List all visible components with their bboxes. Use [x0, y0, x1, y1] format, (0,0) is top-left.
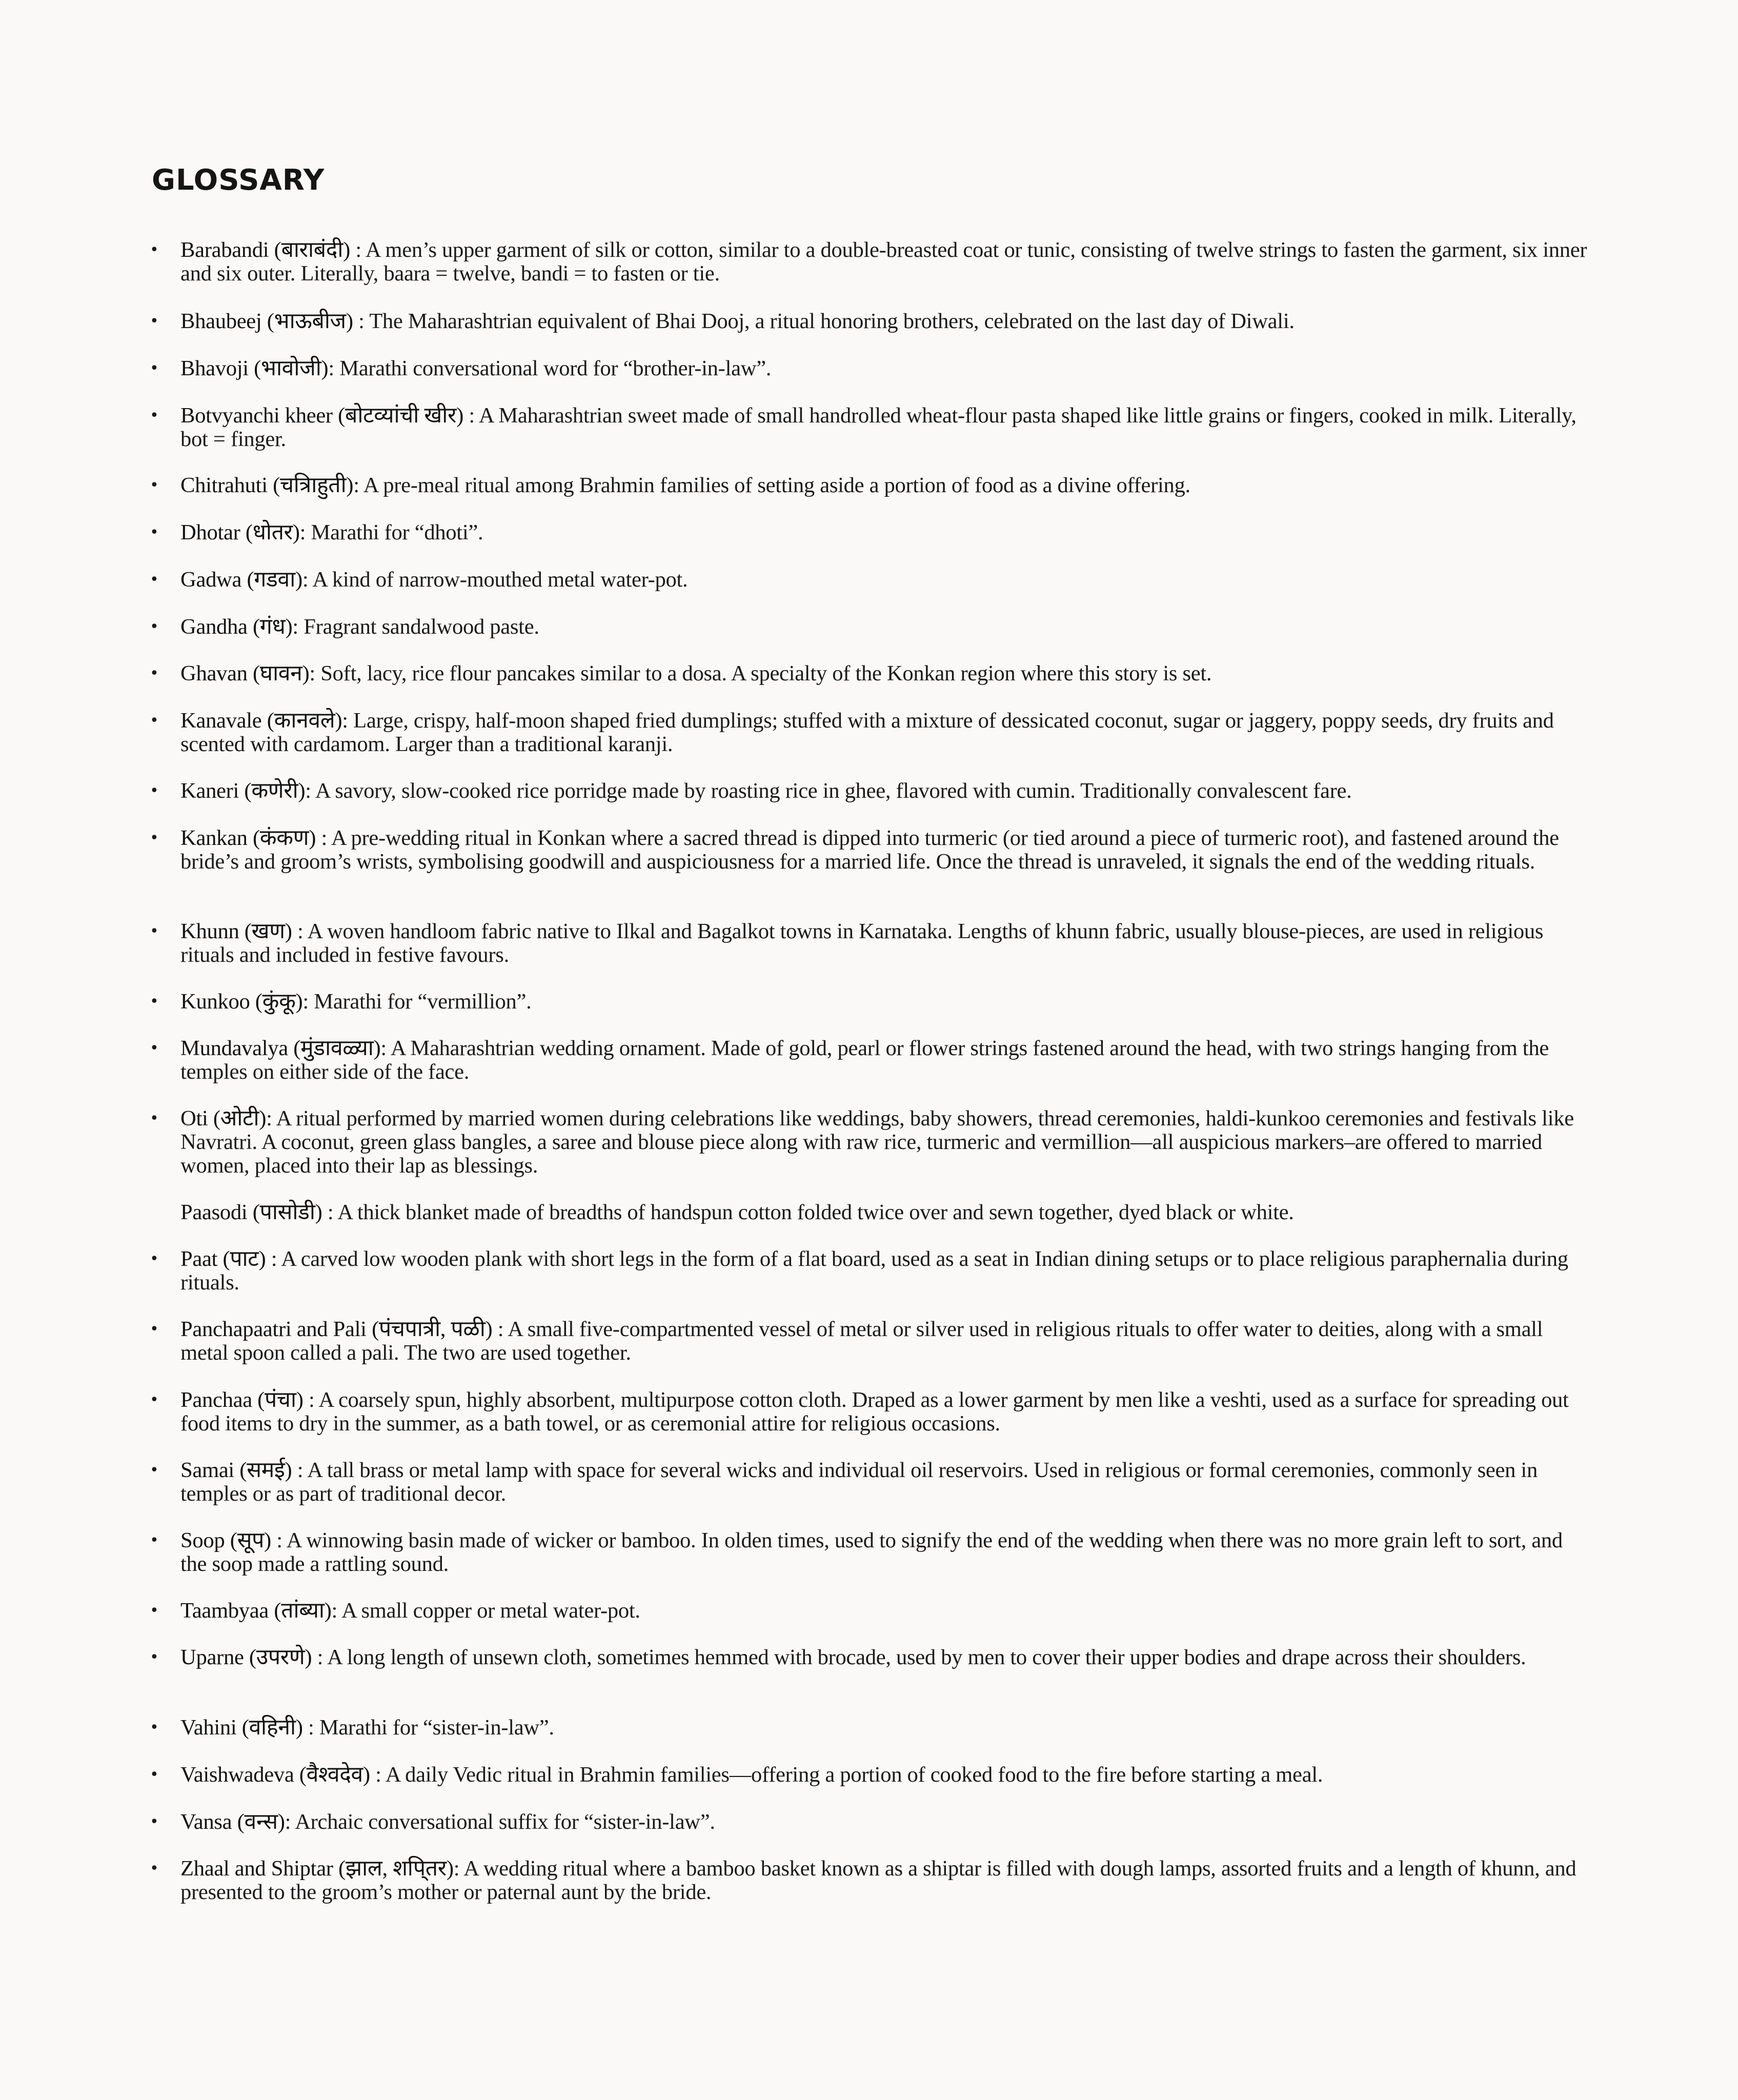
- entry-term: Uparne (उपरणे): [180, 1645, 312, 1669]
- entry-definition: A savory, slow-cooked rice porridge made by roasting rice in ghee, flavored with cumin. Traditionally convalescent fare.: [315, 779, 1352, 803]
- bullet-icon: •: [150, 241, 159, 259]
- entry-separator: :: [302, 990, 314, 1014]
- bullet-icon: •: [150, 523, 159, 541]
- glossary-entry: [150, 1247, 1590, 1295]
- entry-term: Ghavan (घावन): [180, 661, 310, 685]
- entry-definition: A daily Vedic ritual in Brahmin families—offering a portion of cooked food to the fire before starting a meal.: [385, 1763, 1323, 1787]
- entry-definition: A pre-wedding ritual in Konkan where a sacred thread is dipped into turmeric (or tied around a piece of turmeric root), and fastened around the bride’s and groom’s wrists, symbolising goodwill and auspiciousness for a married life. Once the thread is unraveled, it signals the end of the wedding rituals.: [180, 826, 1559, 874]
- entry-definition: A Maharashtrian sweet made of small handrolled wheat-flour pasta shaped like little grains or fingers, cooked in milk. Literally, bot = finger.: [180, 403, 1577, 451]
- entry-definition: A pre-meal ritual among Brahmin families of setting aside a portion of food as a divine offering.: [363, 473, 1190, 497]
- entry-term: Gadwa (गडवा): [180, 568, 302, 592]
- glossary-entry: [150, 1763, 1590, 1787]
- entry-separator: :: [353, 473, 363, 497]
- glossary-entry: [150, 1599, 1590, 1623]
- entry-term: Vaishwadeva (वैश्वदेव): [180, 1763, 370, 1787]
- bullet-icon: •: [150, 359, 159, 377]
- entry-separator: :: [331, 1599, 342, 1623]
- bullet-icon: •: [150, 993, 159, 1011]
- entry-term: Kunkoo (कुंकू): [180, 990, 303, 1014]
- bullet-icon: •: [150, 1320, 159, 1338]
- glossary-entry: [150, 568, 1590, 592]
- entry-term: Chitrahuti (चत्रिाहुती): [180, 473, 354, 497]
- bullet-icon: •: [150, 1461, 159, 1479]
- entry-term: Vahini (वहिनी): [180, 1715, 303, 1740]
- entry-definition: A wedding ritual where a bamboo basket known as a shiptar is filled with dough lamps, assorted fruits and a length of khunn, and presented to the groom’s mother or paternal aunt by the bride.: [180, 1856, 1577, 1904]
- entry-term: Dhotar (धोतर): [180, 520, 300, 544]
- entry-separator: :: [370, 1763, 386, 1787]
- entry-separator: :: [266, 1106, 276, 1130]
- glossary-entry: [180, 1201, 1590, 1224]
- entry-definition: The Maharashtrian equivalent of Bhai Dooj, a ritual honoring brothers, celebrated on the last day of Diwali.: [369, 309, 1295, 333]
- glossary-entry: [150, 356, 1590, 380]
- bullet-icon: •: [150, 1039, 159, 1057]
- bullet-icon: •: [150, 618, 159, 636]
- entry-separator: :: [302, 568, 313, 592]
- entry-definition: A tall brass or metal lamp with space for several wicks and individual oil reservoirs. Used in religious or formal ceremonies, commonly seen in temples or as part of traditional decor.: [180, 1458, 1538, 1506]
- glossary-entry: [150, 1715, 1590, 1740]
- bullet-icon: •: [150, 1250, 159, 1268]
- entry-separator: :: [492, 1317, 508, 1341]
- entry-definition: A carved low wooden plank with short legs in the form of a flat board, used as a seat in Indian dining setups or to place religious paraphernalia during rituals.: [180, 1247, 1568, 1295]
- bullet-icon: •: [150, 571, 159, 589]
- entry-definition: Fragrant sandalwood paste.: [304, 615, 539, 639]
- entry-term: Kankan (कंकण): [180, 826, 316, 850]
- entry-definition: Marathi for “dhoti”.: [311, 520, 483, 544]
- entry-separator: :: [322, 1200, 338, 1224]
- glossary-entry: [150, 520, 1590, 544]
- glossary-entry: [150, 779, 1590, 803]
- entry-definition: Archaic conversational suffix for “sister-in-law”.: [295, 1810, 715, 1834]
- glossary-entry: [150, 1645, 1590, 1669]
- glossary-entry: [150, 1036, 1590, 1084]
- bullet-icon: •: [150, 1648, 159, 1666]
- entry-separator: :: [302, 1715, 319, 1740]
- bullet-icon: •: [150, 922, 159, 940]
- glossary-entry: [150, 403, 1590, 451]
- bullet-icon: •: [150, 1813, 159, 1831]
- entry-definition: A thick blanket made of breadths of handspun cotton folded twice over and sewn together, dyed black or white.: [337, 1200, 1294, 1224]
- entry-separator: :: [312, 1645, 328, 1669]
- bullet-icon: •: [150, 1531, 159, 1549]
- bullet-icon: •: [150, 1109, 159, 1127]
- glossary-entry: [150, 615, 1590, 639]
- bullet-icon: •: [150, 829, 159, 847]
- bullet-icon: •: [150, 782, 159, 800]
- entry-definition: Marathi for “sister-in-law”.: [319, 1715, 554, 1740]
- bullet-icon: •: [150, 1391, 159, 1409]
- entry-separator: :: [266, 1247, 281, 1271]
- entry-term: Taambyaa (तांब्या): [180, 1599, 332, 1623]
- entry-term: Zhaal and Shiptar (झाल, शपि्तर): [180, 1856, 454, 1881]
- bullet-icon: •: [150, 476, 159, 494]
- entry-definition: A ritual performed by married women during celebrations like weddings, baby showers, thread ceremonies, haldi-kunkoo ceremonies and festivals like Navratri. A coconut, green glass bangles, a saree and blouse piece along with raw rice, turmeric and vermillion—all auspicious markers–are offered to married women, placed into their lap as blessings.: [180, 1106, 1574, 1178]
- entry-definition: A small copper or metal water-pot.: [341, 1599, 640, 1623]
- entry-definition: A small five-compartmented vessel of metal or silver used in religious rituals to offer water to deities, along with a small metal spoon called a pali. The two are used together.: [180, 1317, 1543, 1365]
- entry-separator: :: [353, 309, 370, 333]
- glossary-entry: [150, 1528, 1590, 1576]
- entry-separator: :: [463, 403, 479, 428]
- entry-separator: :: [285, 1810, 295, 1834]
- entry-term: Vansa (वन्स): [180, 1810, 285, 1834]
- entry-term: Paasodi (पासोडी): [180, 1200, 322, 1224]
- entry-definition: Marathi for “vermillion”.: [314, 990, 532, 1014]
- entry-term: Soop (सूप): [180, 1528, 271, 1552]
- entry-definition: Large, crispy, half-moon shaped fried dumplings; stuffed with a mixture of dessicated coconut, sugar or jaggery, poppy seeds, dry fruits and scented with cardamom. Larger than a traditional karanji.: [180, 709, 1554, 756]
- bullet-icon: •: [150, 1860, 159, 1877]
- entry-definition: A kind of narrow-mouthed metal water-pot.: [312, 568, 688, 592]
- bullet-icon: •: [150, 664, 159, 682]
- entry-term: Mundavalya (मुंडावळ्या): [180, 1036, 381, 1060]
- glossary-entry: [150, 1458, 1590, 1506]
- entry-separator: :: [342, 709, 354, 733]
- entry-separator: :: [292, 1458, 308, 1482]
- bullet-icon: •: [150, 712, 159, 730]
- bullet-icon: •: [150, 312, 159, 330]
- glossary-entry: [150, 1388, 1590, 1436]
- entry-separator: :: [292, 919, 308, 943]
- entry-separator: :: [292, 615, 304, 639]
- entry-definition: A winnowing basin made of wicker or bamboo. In olden times, used to signify the end of the wedding when there was no more grain left to sort, and the soop made a rattling sound.: [180, 1528, 1563, 1576]
- entry-separator: :: [453, 1856, 464, 1881]
- entry-term: Gandha (गंध): [180, 615, 293, 639]
- entry-definition: Soft, lacy, rice flour pancakes similar to a dosa. A specialty of the Konkan region where this story is set.: [320, 661, 1212, 685]
- entry-term: Panchaa (पंचा): [180, 1388, 304, 1412]
- entry-definition: A Maharashtrian wedding ornament. Made of gold, pearl or flower strings fastened around the head, with two strings hanging from the temples on either side of the face.: [180, 1036, 1549, 1084]
- entry-term: Panchapaatri and Pali (पंचपात्री, पळी): [180, 1317, 493, 1341]
- glossary-entry: [150, 1810, 1590, 1834]
- entry-separator: :: [328, 356, 340, 380]
- glossary-entry: [150, 1317, 1590, 1365]
- entry-separator: :: [299, 520, 311, 544]
- bullet-icon: •: [150, 1719, 159, 1736]
- entry-term: Oti (ओटी): [180, 1106, 267, 1130]
- entry-definition: A men’s upper garment of silk or cotton, similar to a double-breasted coat or tunic, consisting of twelve strings to fasten the garment, six inner and six outer. Literally, baara = twelve, bandi = to fasten or tie.: [180, 238, 1587, 286]
- glossary-entry: [150, 919, 1590, 967]
- entry-term: Kaneri (कणेरी): [180, 779, 306, 803]
- entry-separator: :: [305, 779, 315, 803]
- bullet-icon: •: [150, 407, 159, 425]
- entry-term: Paat (पाट): [180, 1247, 266, 1271]
- glossary-entry: [150, 238, 1590, 286]
- entry-separator: :: [309, 661, 321, 685]
- entry-separator: :: [316, 826, 331, 850]
- glossary-entry: [150, 661, 1590, 685]
- glossary-entry: [150, 309, 1590, 333]
- entry-definition: A coarsely spun, highly absorbent, multipurpose cotton cloth. Draped as a lower garment by men like a veshti, used as a surface for spreading out food items to dry in the summer, as a bath towel, or as ceremonial attire for religious occasions.: [180, 1388, 1569, 1436]
- glossary-entry: [150, 826, 1590, 874]
- entry-term: Botvyanchi kheer (बोटव्यांची खीर): [180, 403, 463, 428]
- entry-term: Bhavoji (भावोजी): [180, 356, 329, 380]
- entry-term: Khunn (खण): [180, 919, 292, 943]
- entry-separator: :: [303, 1388, 319, 1412]
- glossary-entry: [150, 1856, 1590, 1904]
- glossary-entry: [150, 1106, 1590, 1178]
- entry-separator: :: [350, 238, 366, 262]
- bullet-icon: •: [150, 1766, 159, 1784]
- entry-definition: Marathi conversational word for “brother-in-law”.: [339, 356, 772, 380]
- entry-term: Kanavale (कानवले): [180, 709, 342, 733]
- glossary-entry: [150, 473, 1590, 497]
- glossary-entry: [150, 709, 1590, 756]
- entry-term: Samai (समई): [180, 1458, 292, 1482]
- entry-separator: :: [271, 1528, 287, 1552]
- bullet-icon: •: [150, 1602, 159, 1620]
- entry-term: Bhaubeej (भाऊबीज): [180, 309, 353, 333]
- entry-term: Barabandi (बाराबंदी): [180, 238, 351, 262]
- glossary-entry: [150, 990, 1590, 1014]
- entry-definition: A long length of unsewn cloth, sometimes hemmed with brocade, used by men to cover their upper bodies and drape across their shoulders.: [327, 1645, 1526, 1669]
- page-title: GLOSSARY: [152, 164, 325, 197]
- entry-separator: :: [380, 1036, 391, 1060]
- entry-definition: A woven handloom fabric native to Ilkal and Bagalkot towns in Karnataka. Lengths of khunn fabric, usually blouse-pieces, are used in religious rituals and included in festive favours.: [180, 919, 1544, 967]
